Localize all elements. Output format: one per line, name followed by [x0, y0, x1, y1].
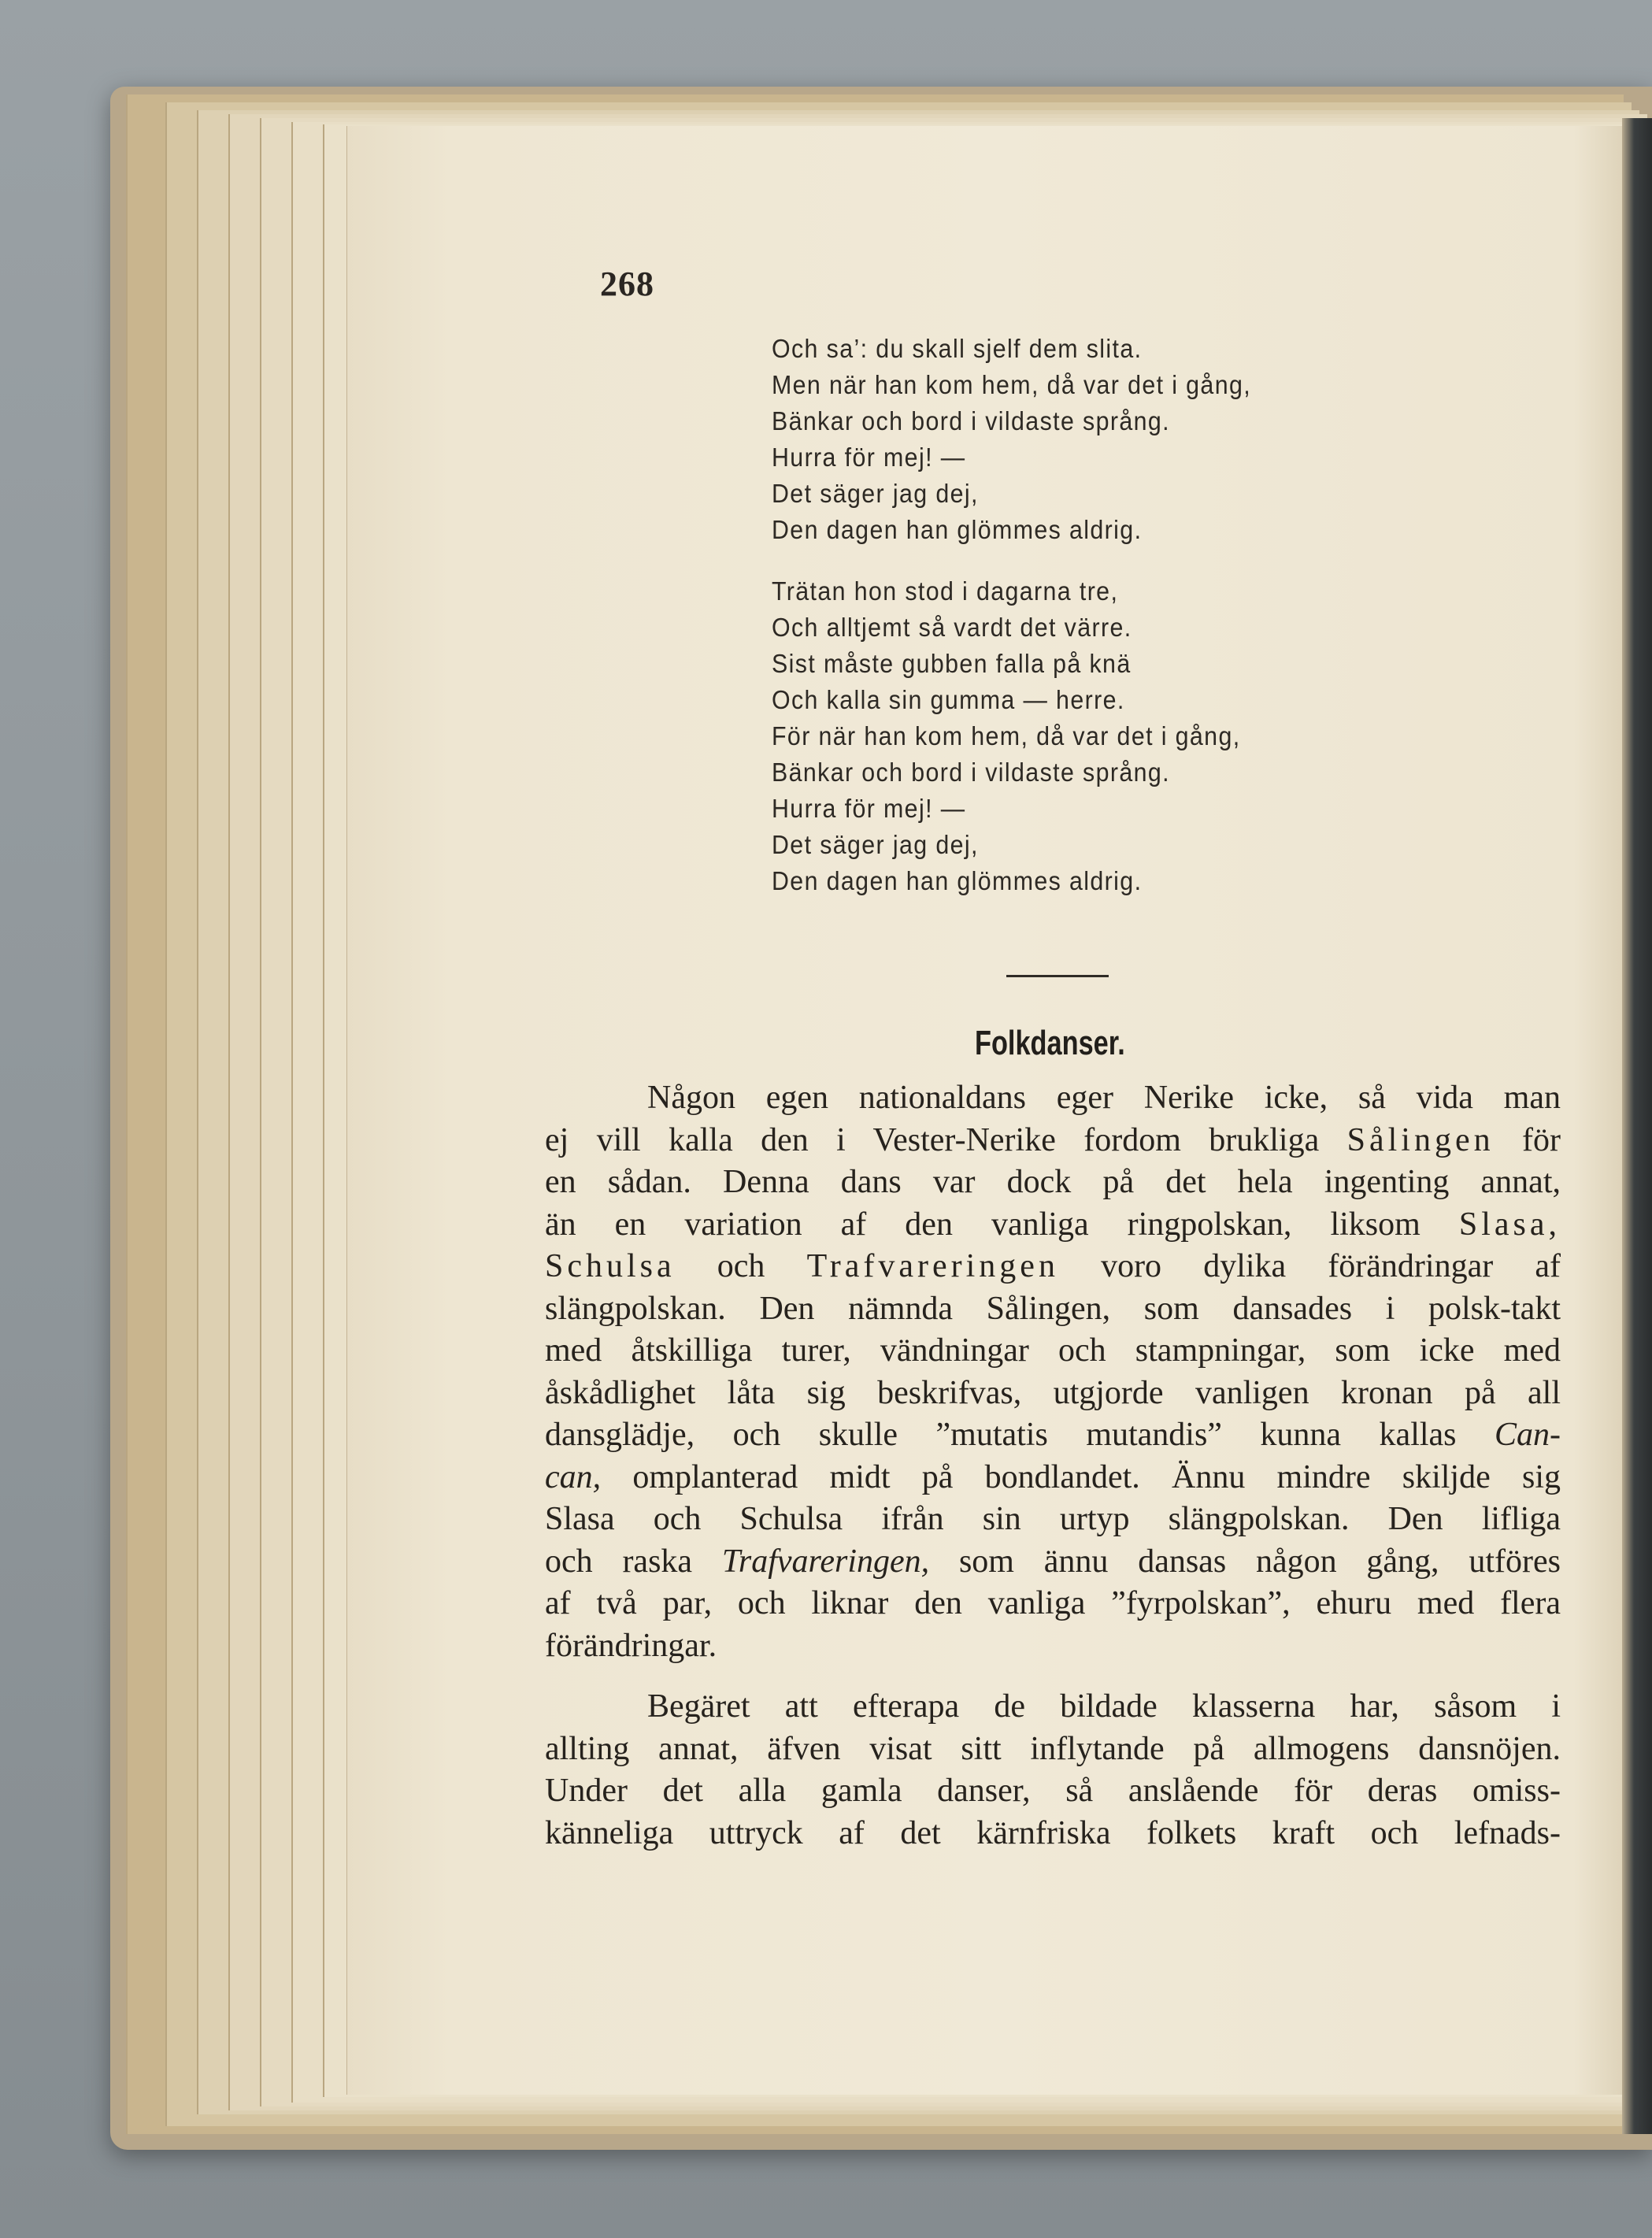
verse-line: Och kalla sin gumma — herre.: [772, 685, 1125, 714]
verse-line: Och sa’: du skall sjelf dem slita.: [772, 334, 1143, 363]
text-line: med åtskilliga turer, vändningar och stampningar, som icke med: [545, 1332, 1561, 1369]
text-run: ej vill kalla den i Vester-Nerike fordom brukliga: [545, 1121, 1347, 1158]
verse-line: Trätan hon stod i dagarna tre,: [772, 576, 1119, 606]
spaced-term: Trafvareringen: [806, 1248, 1059, 1284]
text-line: Under det alla gamla danser, så anslående för deras omiss-: [545, 1773, 1561, 1809]
text-line: allting annat, äfven visat sitt inflytande på allmogens dansnöjen.: [545, 1730, 1561, 1767]
body-text: [545, 1077, 1561, 1855]
page-number: 268: [600, 265, 654, 303]
poem-stanza: [772, 573, 1251, 899]
text-run: omplanterad midt på bondlandet. Ännu mindre skiljde sig: [601, 1458, 1561, 1495]
text-line: Begäret att efterapa de bildade klasserna har, såsom i: [647, 1688, 1561, 1725]
text-line: [545, 1246, 1561, 1288]
verse-line: Sist måste gubben falla på knä: [772, 649, 1132, 678]
text-line: Slasa och Schulsa ifrån sin urtyp slängpolskan. Den lifliga: [545, 1501, 1561, 1537]
text-run: för: [1494, 1121, 1561, 1158]
text-line: [545, 1120, 1561, 1162]
verse-line: Bänkar och bord i vildaste språng.: [772, 406, 1170, 435]
spaced-term: Schulsa: [545, 1248, 676, 1284]
text-run: som ännu dansas någon gång, utföres: [929, 1543, 1561, 1580]
text-run: voro dylika förändringar af: [1058, 1248, 1561, 1284]
verse-line: Hurra för mej! —: [772, 794, 966, 823]
text-run: och: [675, 1248, 807, 1284]
text-line: [545, 1457, 1561, 1499]
text-line: [545, 1541, 1561, 1584]
verse-line: Men när han kom hem, då var det i gång,: [772, 370, 1252, 399]
verse-line: Bänkar och bord i vildaste språng.: [772, 758, 1170, 787]
text-line: slängpolskan. Den nämnda Sålingen, som dansades i polsk-takt: [545, 1290, 1561, 1327]
poem: [772, 331, 1251, 924]
text-line: af två par, och liknar den vanliga ”fyrpolskan”, ehuru med flera: [545, 1585, 1561, 1621]
italic-term: can,: [545, 1458, 602, 1495]
section-divider: [1006, 975, 1109, 977]
paragraph: [545, 1077, 1561, 1667]
text-line: [545, 1204, 1561, 1247]
text-line: en sådan. Denna dans var dock på det hela ingenting annat,: [545, 1164, 1561, 1200]
text-line: känneliga uttryck af det kärnfriska folkets kraft och lefnads-: [545, 1814, 1561, 1851]
poem-stanza: [772, 331, 1251, 548]
text-run: och raska: [545, 1543, 722, 1580]
text-run: än en variation af den vanliga ringpolskan, liksom: [545, 1206, 1459, 1243]
spaced-term: Slasa,: [1458, 1206, 1561, 1243]
spaced-term: Sålingen: [1346, 1121, 1495, 1158]
italic-term: Can-: [1495, 1417, 1561, 1453]
verse-line: Den dagen han glömmes aldrig.: [772, 866, 1143, 895]
italic-term: Trafvareringen,: [721, 1543, 930, 1580]
verse-line: Det säger jag dej,: [772, 479, 979, 508]
paragraph-gap: [545, 1667, 1561, 1686]
verse-line: Den dagen han glömmes aldrig.: [772, 515, 1143, 544]
verse-line: Hurra för mej! —: [772, 443, 966, 472]
section-title: Folkdanser.: [975, 1024, 1125, 1062]
text-line: Någon egen nationaldans eger Nerike icke, så vida man: [647, 1080, 1561, 1116]
verse-line: För när han kom hem, då var det i gång,: [772, 721, 1241, 750]
text-line: förändringar.: [545, 1627, 717, 1664]
text-run: dansglädje, och skulle ”mutatis mutandis” kunna kallas: [545, 1417, 1495, 1453]
book-binding: [1622, 118, 1652, 2134]
verse-line: Det säger jag dej,: [772, 830, 979, 859]
verse-line: Och alltjemt så vardt det värre.: [772, 613, 1132, 642]
text-line: åskådlighet låta sig beskrifvas, utgjorde vanligen kronan på all: [545, 1374, 1561, 1411]
paragraph: [545, 1686, 1561, 1855]
text-line: [545, 1414, 1561, 1457]
